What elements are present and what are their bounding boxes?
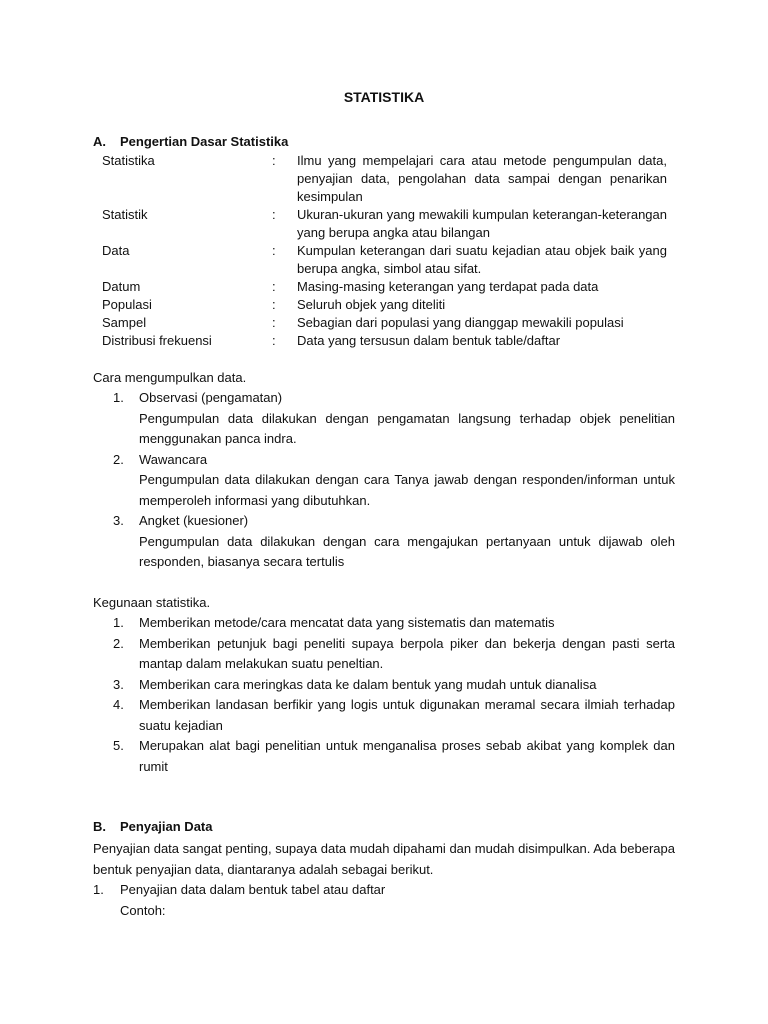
definition-colon: : — [272, 297, 276, 312]
section-b-number: B. — [93, 819, 106, 834]
definition-term: Statistika — [102, 153, 155, 168]
definition-term: Populasi — [102, 297, 152, 312]
definition-colon: : — [272, 279, 276, 294]
list-item — [93, 695, 675, 736]
list-item-desc: Pengumpulan data dilakukan dengan pengamatan langsung terhadap objek penelitian menggunakan panca indra. — [139, 410, 675, 446]
list-item-text: Memberikan cara meringkas data ke dalam bentuk yang mudah untuk dianalisa — [139, 676, 597, 692]
definitions-list — [102, 152, 675, 350]
definition-colon: : — [272, 315, 276, 330]
example-label: Contoh: — [120, 902, 166, 918]
definition-row — [102, 314, 675, 332]
definition-term: Sampel — [102, 315, 147, 330]
definition-desc: Ilmu yang mempelajari cara atau metode pengumpulan data, penyajian data, pengolahan data sampai dengan penarikan kesimpulan — [297, 153, 667, 204]
definition-term: Data — [102, 243, 130, 258]
definition-desc: Data yang tersusun dalam bentuk table/daftar — [297, 333, 561, 348]
definition-row — [102, 206, 675, 242]
section-a-title: Pengertian Dasar Statistika — [120, 134, 289, 149]
definition-row — [102, 296, 675, 314]
list-number: 4. — [113, 697, 124, 712]
definition-row — [102, 332, 675, 350]
definition-desc: Masing-masing keterangan yang terdapat pada data — [297, 279, 599, 294]
list-number: 3. — [113, 513, 124, 528]
definition-colon: : — [272, 207, 276, 222]
list-item-desc: Pengumpulan data dilakukan dengan cara mengajukan pertanyaan untuk dijawab oleh responden, biasanya secara tertulis — [139, 533, 675, 569]
list-number: 2. — [113, 635, 124, 651]
definition-colon: : — [272, 333, 276, 348]
definition-desc: Ukuran-ukuran yang mewakili kumpulan keterangan-keterangan yang berupa angka atau bilangan — [297, 207, 667, 240]
list-number: 1. — [113, 615, 124, 630]
list-item — [93, 634, 675, 675]
definition-desc: Seluruh objek yang diteliti — [297, 297, 446, 312]
definition-row — [102, 152, 675, 206]
list-number: 3. — [113, 676, 124, 692]
list-item — [93, 388, 675, 450]
list-number: 2. — [113, 451, 124, 467]
list-item — [93, 450, 675, 512]
list-item-desc: Pengumpulan data dilakukan dengan cara Tanya jawab dengan responden/informan untuk memperoleh informasi yang dibutuhkan. — [139, 472, 675, 508]
section-b-body — [93, 839, 675, 921]
definition-row — [102, 242, 675, 278]
list-item-text: Merupakan alat bagi penelitian untuk menganalisa proses sebab akibat yang komplek dan rumit — [139, 738, 675, 774]
list-number: 1. — [93, 882, 104, 897]
uses-intro: Kegunaan statistika. — [93, 595, 211, 610]
definition-term: Distribusi frekuensi — [102, 333, 212, 348]
collect-methods-list — [93, 388, 675, 573]
definition-colon: : — [272, 243, 276, 258]
section-a-heading — [93, 134, 288, 149]
collect-intro: Cara mengumpulkan data. — [93, 370, 247, 385]
section-a-number: A. — [93, 134, 106, 149]
list-number: 1. — [113, 390, 124, 405]
definition-term: Datum — [102, 279, 141, 294]
definition-term: Statistik — [102, 207, 148, 222]
list-item-text: Memberikan metode/cara mencatat data yang sistematis dan matematis — [139, 615, 555, 630]
presentation-item-text: Penyajian data dalam bentuk tabel atau daftar — [120, 882, 386, 897]
presentation-item — [93, 880, 675, 901]
definition-desc: Sebagian dari populasi yang dianggap mewakili populasi — [297, 315, 624, 330]
section-b-paragraph: Penyajian data sangat penting, supaya data mudah dipahami dan mudah disimpulkan. Ada beberapa bentuk penyajian data, diantaranya adalah sebagai berikut. — [93, 841, 675, 877]
list-item — [93, 675, 675, 696]
definition-desc: Kumpulan keterangan dari suatu kejadian atau objek baik yang berupa angka, simbol atau sifat. — [297, 243, 667, 276]
list-item-title: Angket (kuesioner) — [139, 513, 249, 528]
list-item — [93, 511, 675, 573]
list-item — [93, 613, 675, 634]
section-b-heading — [93, 819, 213, 834]
list-item — [93, 736, 675, 777]
list-item-title: Observasi (pengamatan) — [139, 390, 283, 405]
section-b-title: Penyajian Data — [120, 819, 213, 834]
list-item-text: Memberikan landasan berfikir yang logis untuk digunakan meramal secara ilmiah terhadap suatu kejadian — [139, 697, 675, 733]
definition-row — [102, 278, 675, 296]
list-number: 5. — [113, 738, 124, 753]
definition-colon: : — [272, 153, 276, 168]
uses-list — [93, 613, 675, 777]
page-title: STATISTIKA — [343, 89, 425, 105]
list-item-text: Memberikan petunjuk bagi peneliti supaya berpola piker dan bekerja dengan pasti serta mantap dalam melakukan suatu peneltian. — [139, 635, 675, 671]
list-item-title: Wawancara — [139, 451, 208, 467]
